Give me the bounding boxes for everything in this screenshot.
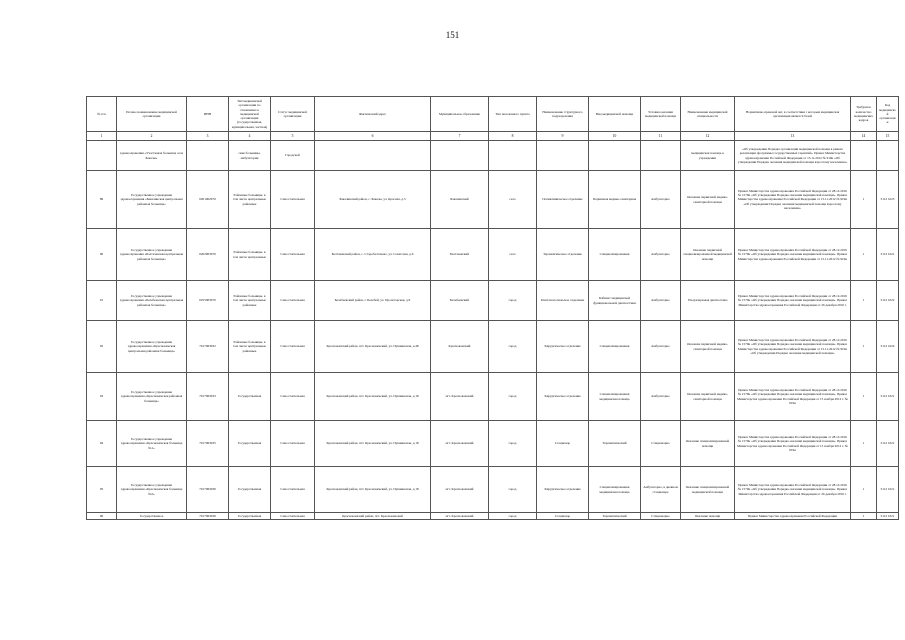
cell-code: 3112 1021 (877, 421, 899, 467)
cell-inn (187, 141, 229, 171)
cell-unit: Стационар (537, 421, 589, 467)
medical-organizations-table (86, 96, 899, 520)
cell-inn: 7017063035 (187, 421, 229, 467)
cell-type: Государственная (229, 513, 271, 520)
header-cell: Наименование медицинской специальности (681, 97, 735, 132)
cell-unit: Хирургическое отделение (537, 373, 589, 421)
cell-care (589, 141, 641, 171)
cell-locality: город (489, 467, 537, 513)
cell-num: 90 (87, 229, 117, 281)
cell-doc: Приказ Министерства здравоохранения Российской Федерации от 28.12.2016 № 1579н «Об утверждении Порядка оказания медицинской помощи». Приказ Министерства здравоохранения Российской Федерации от 15.11.2012 № 919н «Об утверждении Порядка оказания медицинской помощи взрослому населению» (735, 171, 851, 229)
cell-care: Терапевтический (589, 421, 641, 467)
cell-conditions: Амбулаторно (641, 373, 681, 421)
cell-address: Белебеевский район, г. Белебей, ул. Пролетарская, д.9 (315, 281, 431, 321)
cell-staff: 1 (851, 467, 877, 513)
cell-specialty: Оказание первичной медико-санитарной помощи (681, 373, 735, 421)
cell-care: Терапевтический (589, 513, 641, 520)
cell-doc: Приказ Министерства здравоохранения Российской Федерации от 28.12.2016 № 1579н «Об утверждении Порядка оказания медицинской помощи». Приказ Министерства здравоохранения Российской Федерации от 15.11.2012 № 919н (735, 229, 851, 281)
cell-locality: село (489, 229, 537, 281)
cell-status: Самостоятельная (271, 467, 315, 513)
cell-municipality (431, 141, 489, 171)
cell-address: Бакалинский район, с. Бакалы, ул. Красная, д.3 (315, 171, 431, 229)
column-number: 12 (681, 132, 735, 141)
cell-municipality: пгт. Краснокамский (431, 373, 489, 421)
cell-inn: 0202003970 (187, 229, 229, 281)
cell-locality: город (489, 281, 537, 321)
cell-doc: Приказ Министерства здравоохранения Российской Федерации (735, 513, 851, 520)
cell-staff (851, 141, 877, 171)
cell-unit: Хирургическое отделение (537, 467, 589, 513)
cell-doc: Приказ Министерства здравоохранения Российской Федерации от 28.12.2016 № 1579н «Об утверждении Порядка оказания медицинской помощи». Приказ Министерства здравоохранения Российской Федерации от 15.11.2012 № 919н «Об утверждении Порядка оказания медицинской помощи» (735, 321, 851, 373)
cell-locality (489, 141, 537, 171)
cell-staff: 1 (851, 513, 877, 520)
column-number: 1 (87, 132, 117, 141)
cell-code: 3112 1021 (877, 373, 899, 421)
cell-care: Кабинет медицинской функциональной диагностики (589, 281, 641, 321)
cell-status: Самостоятельная (271, 513, 315, 520)
cell-locality: город (489, 421, 537, 467)
cell-code (877, 141, 899, 171)
cell-name: здравоохранения «Участковая больница села Бакалы» (117, 141, 187, 171)
cell-type: Государственная (229, 373, 271, 421)
cell-address: Краснокамский район, пгт. Краснокамский (315, 513, 431, 520)
cell-type: ские больницы, амбулатории (229, 141, 271, 171)
cell-conditions: Амбулаторно (641, 171, 681, 229)
table-row (87, 321, 899, 373)
column-number: 5 (271, 132, 315, 141)
header-cell: Наименование структурного подразделения (537, 97, 589, 132)
column-number: 13 (735, 132, 851, 141)
cell-unit: Хирургическое отделение (537, 321, 589, 373)
cell-address: Краснокамский район, пгт. Краснокамский, ул. Пушкинская, д.18 (315, 421, 431, 467)
table-row (87, 467, 899, 513)
cell-name: Государственное (117, 513, 187, 520)
cell-name: Государственное учреждение здравоохранения «Белебеевская центральная районная больница» (117, 281, 187, 321)
column-number: 11 (641, 132, 681, 141)
cell-conditions: Стационарно (641, 421, 681, 467)
header-cell: № п/п (87, 97, 117, 132)
cell-doc: Приказ Министерства здравоохранения Российской Федерации от 28.12.2016 № 1579н «Об утверждении Порядка оказания медицинской помощи». Приказ Министерства здравоохранения Российской Федерации от 26 декабря 2016 г. (735, 281, 851, 321)
cell-conditions: Амбулаторно, в дневном стационаре (641, 467, 681, 513)
cell-staff: 1 (851, 171, 877, 229)
cell-conditions: Амбулаторно (641, 281, 681, 321)
column-number: 3 (187, 132, 229, 141)
cell-care: Специализированная медицинская помощь (589, 467, 641, 513)
cell-unit (537, 141, 589, 171)
header-cell: Полное наименование медицинской организации (117, 97, 187, 132)
column-number: 2 (117, 132, 187, 141)
cell-type: Районные больницы, в том числе центральные (229, 229, 271, 281)
header-cell: Тип медицинской организации по отношению к медицинской организации (государственная, муниципальная, частная) (229, 97, 271, 132)
header-row (87, 97, 899, 132)
header-cell: Код медицинской организации (877, 97, 899, 132)
cell-inn: 0201002970 (187, 171, 229, 229)
cell-conditions (641, 141, 681, 171)
column-number: 7 (431, 132, 489, 141)
cell-care: Специализированная медицинская помощь (589, 373, 641, 421)
table-row (87, 141, 899, 171)
column-number: 15 (877, 132, 899, 141)
cell-name: Государственное учреждение здравоохранения «Краснокамская районная больница» (117, 373, 187, 421)
cell-address: Балтачевский район, с. Старобалтачево, ул. Советская, д.6 (315, 229, 431, 281)
cell-inn: 7017063033 (187, 373, 229, 421)
cell-status: Самостоятельная (271, 421, 315, 467)
cell-type: Районные больницы, в том числе центральные районные (229, 281, 271, 321)
cell-specialty: Ультразвуковая диагностика (681, 281, 735, 321)
column-number: 9 (537, 132, 589, 141)
table-row (87, 513, 899, 520)
table-row (87, 281, 899, 321)
cell-specialty: Оказание помощи (681, 513, 735, 520)
cell-conditions: Амбулаторно (641, 229, 681, 281)
table-row (87, 229, 899, 281)
cell-code: 3112 1024 (877, 321, 899, 373)
header-cell: Вид медицинской помощи (589, 97, 641, 132)
cell-municipality: Краснокамский (431, 321, 489, 373)
table-row (87, 373, 899, 421)
cell-conditions: Амбулаторно (641, 321, 681, 373)
cell-status: Городской (271, 141, 315, 171)
cell-address: Краснокамский район, пгт. Краснокамский, ул. Пушкинская, д.18 (315, 467, 431, 513)
cell-address: Краснокамский район, пгт. Краснокамский, ул. Пушкинская, д.48 (315, 321, 431, 373)
cell-type: Государственная (229, 421, 271, 467)
table-row (87, 171, 899, 229)
cell-specialty: Оказание первичной специализированной медицинской помощи (681, 229, 735, 281)
column-number: 14 (851, 132, 877, 141)
cell-inn: 7017063032 (187, 321, 229, 373)
cell-care: Первичная медико-санитарная (589, 171, 641, 229)
cell-num: 95 (87, 467, 117, 513)
cell-specialty: Оказание специализированной медицинской помощи (681, 467, 735, 513)
header-cell: Нормативно-правовой акт, в соответствии с которым медицинская организация является базой (735, 97, 851, 132)
cell-num: 94 (87, 421, 117, 467)
cell-status: Самостоятельная (271, 171, 315, 229)
cell-code: 3112 1023 (877, 171, 899, 229)
cell-type: Государственная (229, 467, 271, 513)
cell-municipality: Бакалинский (431, 171, 489, 229)
cell-address (315, 141, 431, 171)
cell-name: Государственное учреждение здравоохранения «Краснокамская больница №2» (117, 467, 187, 513)
cell-num: 89 (87, 171, 117, 229)
cell-num: 92 (87, 321, 117, 373)
cell-status: Самостоятельная (271, 373, 315, 421)
cell-municipality: Белебеевский (431, 281, 489, 321)
cell-locality: город (489, 373, 537, 421)
cell-num: 91 (87, 281, 117, 321)
cell-status: Самостоятельная (271, 229, 315, 281)
page-number: 151 (445, 30, 460, 40)
cell-doc: Приказ Министерства здравоохранения Российской Федерации от 28.12.2016 № 1579н «Об утверждении Порядка оказания медицинской помощи». Приказ Министерства здравоохранения Российской Федерации от 15 ноября 2012 г. № 919н (735, 421, 851, 467)
header-cell: Фактический адрес (315, 97, 431, 132)
cell-staff: 1 (851, 373, 877, 421)
cell-type: Районные больницы, в том числе центральные районные (229, 171, 271, 229)
cell-unit: Поликлиническое отделение (537, 171, 589, 229)
cell-inn: 7017063036 (187, 467, 229, 513)
cell-doc: Приказ Министерства здравоохранения Российской Федерации от 28.12.2016 № 1579н «Об утверждении Порядка оказания медицинской помощи». Приказ Министерства здравоохранения Российской Федерации от 26 декабря 2016 г. (735, 467, 851, 513)
cell-code: 3112 1021 (877, 513, 899, 520)
cell-specialty: Оказание первичной медико-санитарной помощи (681, 171, 735, 229)
header-cell: ИНН (187, 97, 229, 132)
cell-num: 93 (87, 373, 117, 421)
cell-unit: Рентгенологическое отделение (537, 281, 589, 321)
cell-locality: город (489, 321, 537, 373)
cell-num: 96 (87, 513, 117, 520)
cell-code: 3112 1021 (877, 467, 899, 513)
cell-name: Государственное учреждение здравоохранения «Балтачевская центральная районная больница» (117, 229, 187, 281)
column-number: 4 (229, 132, 271, 141)
header-cell: Условия оказания медицинской помощи (641, 97, 681, 132)
column-number-row (87, 132, 899, 141)
cell-specialty: Оказание первичной медико-санитарной помощи (681, 321, 735, 373)
column-number: 10 (589, 132, 641, 141)
cell-unit: Стационар (537, 513, 589, 520)
cell-specialty: медицинская помощь в учреждении (681, 141, 735, 171)
cell-address: Краснокамский район, пгт. Краснокамский, ул. Пушкинская, д.18 (315, 373, 431, 421)
header-cell: Муниципальное образование (431, 97, 489, 132)
cell-municipality: пгт. Краснокамский (431, 421, 489, 467)
cell-care: Специализированная (589, 229, 641, 281)
cell-locality: город (489, 513, 537, 520)
cell-municipality: пгт. Краснокамский (431, 513, 489, 520)
cell-status: Самостоятельная (271, 281, 315, 321)
cell-staff: 1 (851, 281, 877, 321)
cell-num (87, 141, 117, 171)
header-cell: Требуемое количество медицинских кадров (851, 97, 877, 132)
cell-status: Самостоятельная (271, 321, 315, 373)
cell-unit: Терапевтическое отделение (537, 229, 589, 281)
cell-code: 3112 1022 (877, 281, 899, 321)
cell-name: Государственное учреждение здравоохранения «Бакалинская центральная районная больница» (117, 171, 187, 229)
table-body (87, 141, 899, 520)
cell-name: Государственное учреждение здравоохранения «Краснокамская больница №1» (117, 421, 187, 467)
cell-care: Специализированная (589, 321, 641, 373)
cell-municipality: пгт. Краснокамский (431, 467, 489, 513)
cell-doc: «Об утверждении Порядка организации медицинской помощи в рамках реализации программы государственных гарантий». Приказ Министерства здравоохранения Российской Федерации от 15.11.2012 № 919н «Об утверждении Порядка оказания медицинской помощи взрослому населению» (735, 141, 851, 171)
column-number: 8 (489, 132, 537, 141)
header-cell: Тип населенного пункта (489, 97, 537, 132)
cell-doc: Приказ Министерства здравоохранения Российской Федерации от 28.12.2016 № 1579н «Об утверждении Порядка оказания медицинской помощи». Приказ Министерства здравоохранения Российской Федерации от 15 ноября 2012 г. № 919н (735, 373, 851, 421)
cell-staff: 1 (851, 421, 877, 467)
table-row (87, 421, 899, 467)
cell-inn: 7017063036 (187, 513, 229, 520)
cell-staff: 1 (851, 229, 877, 281)
cell-staff: 1 (851, 321, 877, 373)
cell-inn: 0255003970 (187, 281, 229, 321)
column-number: 6 (315, 132, 431, 141)
cell-locality: село (489, 171, 537, 229)
cell-specialty: Оказание специализированной помощи (681, 421, 735, 467)
cell-municipality: Балтачевский (431, 229, 489, 281)
cell-code: 3112 1021 (877, 229, 899, 281)
cell-type: Районные больницы, в том числе центральные районные (229, 321, 271, 373)
cell-name: Государственное учреждение здравоохранения «Краснокамская центральная районная больница» (117, 321, 187, 373)
header-cell: Статус медицинской организации (271, 97, 315, 132)
cell-conditions: Стационарно (641, 513, 681, 520)
